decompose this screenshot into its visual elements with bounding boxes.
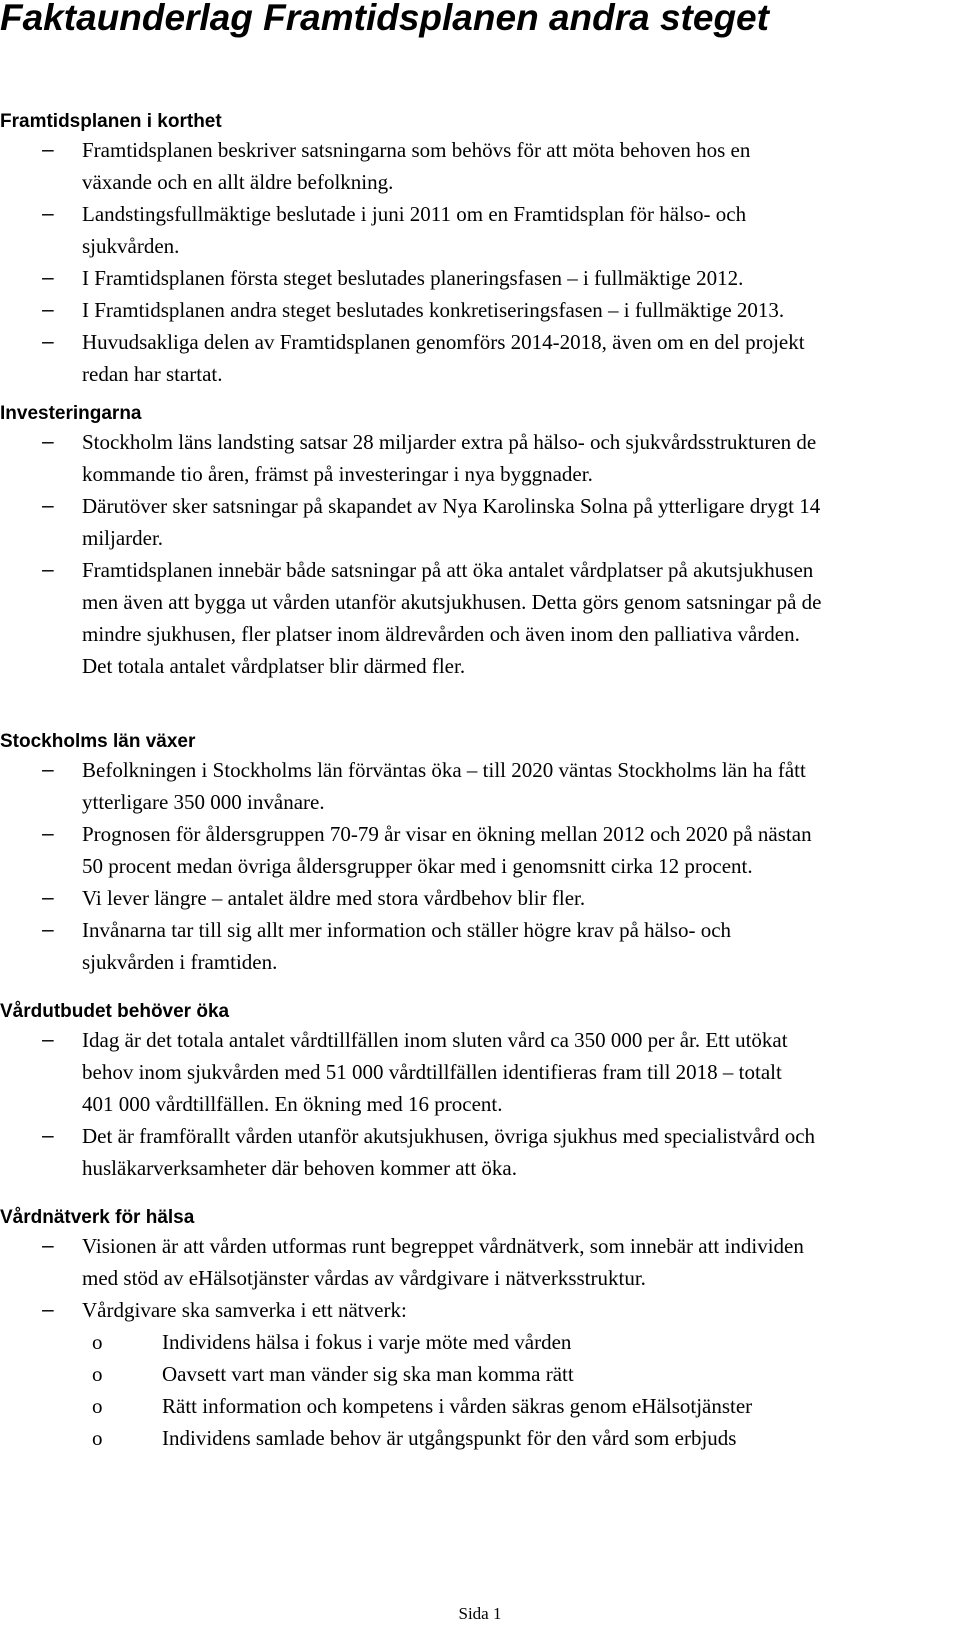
bullet-text-line: Det totala antalet vårdplatser blir därmed fler. [82, 654, 466, 678]
dash-bullet-icon: – [42, 918, 54, 941]
dash-bullet-icon: – [42, 1028, 54, 1051]
section-vardnatverk-for-halsa [0, 1206, 960, 1454]
section-heading: Vårdutbudet behöver öka [0, 1001, 230, 1022]
bullet-item [0, 1230, 960, 1294]
sub-bullet-text: Individens hälsa i fokus i varje möte med vården [162, 1330, 572, 1354]
sub-bullet-item [82, 1390, 960, 1422]
bullet-text-line: redan har startat. [82, 362, 223, 386]
bullet-text-line: 50 procent medan övriga åldersgrupper ökar med i genomsnitt cirka 12 procent. [82, 854, 753, 878]
bullet-item [0, 294, 960, 326]
bullet-text-line: sjukvården i framtiden. [82, 950, 278, 974]
sub-bullet-item [82, 1358, 960, 1390]
bullet-item [0, 1024, 960, 1120]
bullet-text-line: 401 000 vårdtillfällen. En ökning med 16 procent. [82, 1092, 503, 1116]
sub-bullet-text: Rätt information och kompetens i vården säkras genom eHälsotjänster [162, 1394, 753, 1418]
bullet-text-line: miljarder. [82, 526, 164, 550]
bullet-item [0, 490, 960, 554]
dash-bullet-icon: – [42, 266, 54, 289]
dash-bullet-icon: – [42, 330, 54, 353]
circle-bullet-icon: o [92, 1330, 103, 1354]
bullet-item [0, 426, 960, 490]
bullet-item [0, 554, 960, 682]
dash-bullet-icon: – [42, 558, 54, 581]
section-investeringarna [0, 402, 960, 682]
bullet-item [0, 882, 960, 914]
bullet-text-line: Befolkningen i Stockholms län förväntas öka – till 2020 väntas Stockholms län ha fått [82, 758, 806, 782]
dash-bullet-icon: – [42, 202, 54, 225]
bullet-text-line: Vi lever längre – antalet äldre med stora vårdbehov blir fler. [82, 886, 586, 910]
bullet-text-line: Därutöver sker satsningar på skapandet av Nya Karolinska Solna på ytterligare drygt 14 [82, 494, 821, 518]
section-heading: Framtidsplanen i korthet [0, 111, 222, 132]
dash-bullet-icon: – [42, 138, 54, 161]
bullet-item [0, 818, 960, 882]
sub-bullet-list [0, 1326, 960, 1454]
section-heading: Investeringarna [0, 403, 142, 424]
circle-bullet-icon: o [92, 1426, 103, 1450]
dash-bullet-icon: – [42, 298, 54, 321]
dash-bullet-icon: – [42, 886, 54, 909]
bullet-item [0, 754, 960, 818]
sub-bullet-text: Individens samlade behov är utgångspunkt för den vård som erbjuds [162, 1426, 737, 1450]
dash-bullet-icon: – [42, 1298, 54, 1321]
bullet-item [0, 326, 960, 390]
bullet-text-line: Idag är det totala antalet vårdtillfällen inom sluten vård ca 350 000 per år. Ett utökat [82, 1028, 788, 1052]
sub-bullet-text: Oavsett vart man vänder sig ska man komma rätt [162, 1362, 574, 1386]
bullet-list [0, 1230, 960, 1326]
bullet-text-line: Invånarna tar till sig allt mer information och ställer högre krav på hälso- och [82, 918, 732, 942]
circle-bullet-icon: o [92, 1394, 103, 1418]
dash-bullet-icon: – [42, 1234, 54, 1257]
bullet-text-line: växande och en allt äldre befolkning. [82, 170, 394, 194]
sub-bullet-item [82, 1326, 960, 1358]
bullet-list [0, 134, 960, 390]
bullet-text-line: Vårdgivare ska samverka i ett nätverk: [82, 1298, 407, 1322]
bullet-item [0, 1120, 960, 1184]
bullet-item [0, 1294, 960, 1326]
bullet-text-line: Framtidsplanen beskriver satsningarna som behövs för att möta behoven hos en [82, 138, 751, 162]
bullet-text-line: behov inom sjukvården med 51 000 vårdtillfällen identifieras fram till 2018 – totalt [82, 1060, 782, 1084]
bullet-text-line: sjukvården. [82, 234, 180, 258]
circle-bullet-icon: o [92, 1362, 103, 1386]
dash-bullet-icon: – [42, 822, 54, 845]
bullet-list [0, 1024, 960, 1184]
bullet-item [0, 134, 960, 198]
bullet-text-line: Det är framförallt vården utanför akutsjukhusen, övriga sjukhus med specialistvård och [82, 1124, 816, 1148]
bullet-list [0, 754, 960, 978]
bullet-list [0, 426, 960, 682]
page-number: Sida 1 [458, 1604, 502, 1623]
bullet-text-line: Stockholm läns landsting satsar 28 miljarder extra på hälso- och sjukvårdsstrukturen de [82, 430, 817, 454]
bullet-item [0, 914, 960, 978]
dash-bullet-icon: – [42, 758, 54, 781]
bullet-text-line: husläkarverksamheter där behoven kommer att öka. [82, 1156, 518, 1180]
bullet-text-line: I Framtidsplanen andra steget beslutades konkretiseringsfasen – i fullmäktige 2013. [82, 298, 785, 322]
bullet-text-line: ytterligare 350 000 invånare. [82, 790, 325, 814]
section-heading: Vårdnätverk för hälsa [0, 1207, 195, 1228]
bullet-text-line: Prognosen för åldersgruppen 70-79 år visar en ökning mellan 2012 och 2020 på nästan [82, 822, 812, 846]
bullet-text-line: med stöd av eHälsotjänster vårdas av vårdgivare i nätverksstruktur. [82, 1266, 646, 1290]
bullet-text-line: Framtidsplanen innebär både satsningar på att öka antalet vårdplatser på akutsjukhusen [82, 558, 814, 582]
bullet-item [0, 262, 960, 294]
bullet-text-line: mindre sjukhusen, fler platser inom äldrevården och även inom den palliativa vården. [82, 622, 800, 646]
section-vardutbudet-behover-oka [0, 1000, 960, 1184]
dash-bullet-icon: – [42, 430, 54, 453]
bullet-item [0, 198, 960, 262]
section-stockholms-lan-vaxer [0, 730, 960, 978]
bullet-text-line: kommande tio åren, främst på investeringar i nya byggnader. [82, 462, 593, 486]
section-framtidsplanen-i-korthet [0, 110, 960, 390]
bullet-text-line: Huvudsakliga delen av Framtidsplanen genomförs 2014-2018, även om en del projekt [82, 330, 805, 354]
bullet-text-line: I Framtidsplanen första steget beslutades planeringsfasen – i fullmäktige 2012. [82, 266, 744, 290]
bullet-text-line: men även att bygga ut vården utanför akutsjukhusen. Detta görs genom satsningar på de [82, 590, 822, 614]
bullet-text-line: Landstingsfullmäktige beslutade i juni 2011 om en Framtidsplan för hälso- och [82, 202, 747, 226]
sub-bullet-item [82, 1422, 960, 1454]
bullet-text-line: Visionen är att vården utformas runt begreppet vårdnätverk, som innebär att individen [82, 1234, 804, 1258]
dash-bullet-icon: – [42, 1124, 54, 1147]
dash-bullet-icon: – [42, 494, 54, 517]
document-title: Faktaunderlag Framtidsplanen andra steget [0, 0, 769, 38]
section-heading: Stockholms län växer [0, 731, 196, 752]
